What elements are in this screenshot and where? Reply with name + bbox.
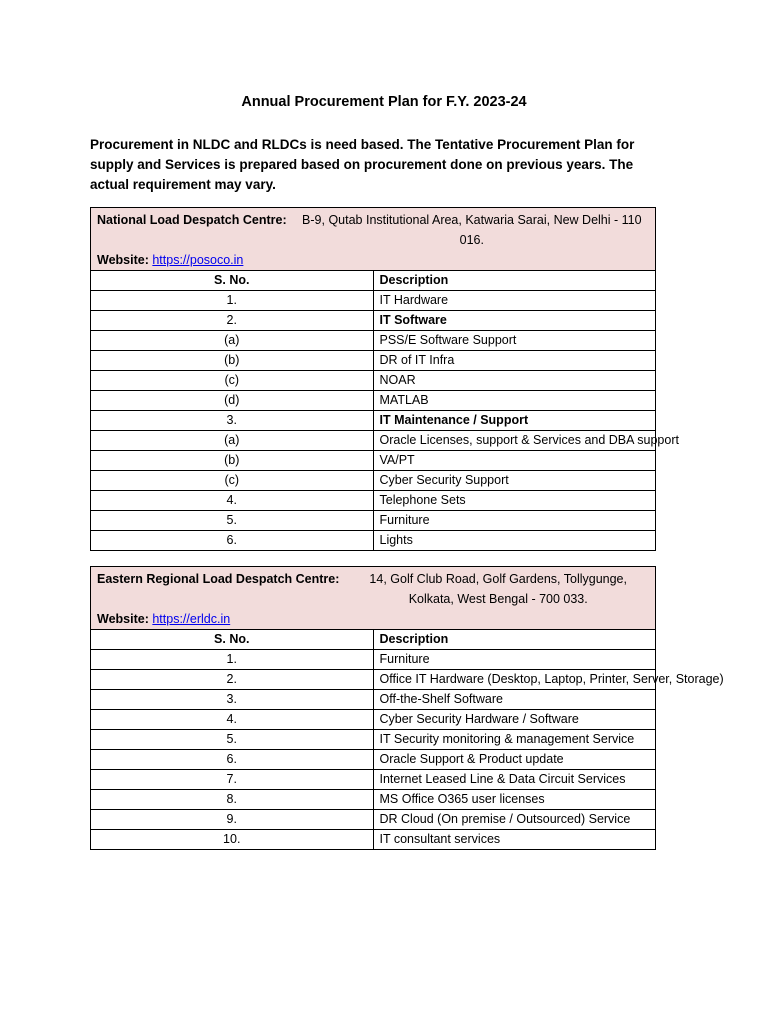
nldc-row-description: IT Hardware — [373, 291, 656, 311]
erldc-table-row — [91, 670, 656, 690]
nldc-table-row — [91, 311, 656, 331]
erldc-website-line — [97, 609, 649, 629]
erldc-row-sno: 7. — [91, 770, 374, 790]
erldc-row-sno: 2. — [91, 670, 374, 690]
nldc-col-description-header: Description — [373, 271, 656, 291]
nldc-row-description: MATLAB — [373, 391, 656, 411]
nldc-row-sno: 4. — [91, 491, 374, 511]
erldc-table-row — [91, 810, 656, 830]
erldc-row-description: Off-the-Shelf Software — [373, 690, 656, 710]
nldc-row-description: Lights — [373, 531, 656, 551]
nldc-row-sno: (a) — [91, 331, 374, 351]
nldc-row-sno: (c) — [91, 371, 374, 391]
erldc-row-sno: 3. — [91, 690, 374, 710]
erldc-row-sno: 1. — [91, 650, 374, 670]
erldc-website-label: Website: — [97, 612, 149, 626]
nldc-table-row — [91, 431, 656, 451]
nldc-row-sno: 3. — [91, 411, 374, 431]
erldc-row-description: IT consultant services — [373, 830, 656, 850]
nldc-table-row — [91, 411, 656, 431]
nldc-table-row — [91, 351, 656, 371]
nldc-row-sno: (b) — [91, 351, 374, 371]
erldc-row-description: IT Security monitoring & management Service — [373, 730, 656, 750]
nldc-row-description: IT Maintenance / Support — [373, 411, 656, 431]
nldc-row-description: IT Software — [373, 311, 656, 331]
nldc-row-description: Oracle Licenses, support & Services and DBA support — [373, 431, 656, 451]
nldc-website-label: Website: — [97, 253, 149, 267]
nldc-row-sno: (c) — [91, 471, 374, 491]
nldc-website-link[interactable]: https://posoco.in — [152, 253, 244, 267]
erldc-row-description: Cyber Security Hardware / Software — [373, 710, 656, 730]
nldc-header-row — [91, 208, 656, 271]
erldc-table-row — [91, 830, 656, 850]
nldc-row-sno: 6. — [91, 531, 374, 551]
nldc-table-row — [91, 451, 656, 471]
nldc-row-description: VA/PT — [373, 451, 656, 471]
nldc-row-sno: 5. — [91, 511, 374, 531]
page-title: Annual Procurement Plan for F.Y. 2023-24 — [241, 94, 527, 110]
erldc-table-row — [91, 730, 656, 750]
nldc-table-row — [91, 391, 656, 411]
erldc-col-description-header: Description — [373, 630, 656, 650]
nldc-col-sno-header: S. No. — [91, 271, 374, 291]
erldc-website-link[interactable]: https://erldc.in — [152, 612, 231, 626]
erldc-row-sno: 4. — [91, 710, 374, 730]
erldc-row-sno: 6. — [91, 750, 374, 770]
erldc-row-description: Furniture — [373, 650, 656, 670]
erldc-table-row — [91, 750, 656, 770]
nldc-table — [90, 207, 679, 551]
nldc-table-row — [91, 331, 656, 351]
nldc-row-description: Telephone Sets — [373, 491, 656, 511]
erldc-row-description: DR Cloud (On premise / Outsourced) Service — [373, 810, 656, 830]
nldc-row-description: Cyber Security Support — [373, 471, 656, 491]
erldc-row-description: Internet Leased Line & Data Circuit Services — [373, 770, 656, 790]
erldc-row-sno: 8. — [91, 790, 374, 810]
erldc-row-description: MS Office O365 user licenses — [373, 790, 656, 810]
erldc-centre-address: 14, Golf Club Road, Golf Gardens, Tollygunge, Kolkata, West Bengal - 700 033. — [369, 572, 627, 606]
erldc-row-description: Office IT Hardware (Desktop, Laptop, Printer, Server, Storage) — [373, 670, 656, 690]
nldc-row-sno: 2. — [91, 311, 374, 331]
erldc-table — [90, 566, 724, 850]
nldc-website-line — [97, 250, 649, 270]
nldc-centre-info — [91, 208, 656, 271]
erldc-header-row — [91, 567, 656, 630]
nldc-centre-name: National Load Despatch Centre: — [97, 213, 287, 227]
erldc-row-sno: 5. — [91, 730, 374, 750]
erldc-table-row — [91, 690, 656, 710]
nldc-table-row — [91, 511, 656, 531]
erldc-row-description: Oracle Support & Product update — [373, 750, 656, 770]
nldc-table-row — [91, 491, 656, 511]
nldc-row-description: Furniture — [373, 511, 656, 531]
erldc-row-sno: 10. — [91, 830, 374, 850]
nldc-table-row — [91, 371, 656, 391]
erldc-centre-info — [91, 567, 656, 630]
nldc-row-sno: 1. — [91, 291, 374, 311]
nldc-column-header-row — [91, 271, 656, 291]
nldc-row-sno: (d) — [91, 391, 374, 411]
erldc-table-row — [91, 790, 656, 810]
nldc-table-row — [91, 531, 656, 551]
erldc-centre-name: Eastern Regional Load Despatch Centre: — [97, 572, 340, 586]
nldc-table-row — [91, 291, 656, 311]
intro-paragraph: Procurement in NLDC and RLDCs is need based. The Tentative Procurement Plan for supply and Services is prepared based on procurement done on previous years. The actual requirement may vary. — [90, 137, 635, 192]
erldc-table-row — [91, 650, 656, 670]
nldc-centre-address: B-9, Qutab Institutional Area, Katwaria Sarai, New Delhi - 110 016. — [302, 213, 642, 247]
erldc-table-row — [91, 710, 656, 730]
nldc-row-sno: (a) — [91, 431, 374, 451]
erldc-column-header-row — [91, 630, 656, 650]
erldc-col-sno-header: S. No. — [91, 630, 374, 650]
erldc-row-sno: 9. — [91, 810, 374, 830]
nldc-row-description: DR of IT Infra — [373, 351, 656, 371]
nldc-row-description: PSS/E Software Support — [373, 331, 656, 351]
nldc-table-row — [91, 471, 656, 491]
erldc-table-row — [91, 770, 656, 790]
nldc-row-description: NOAR — [373, 371, 656, 391]
nldc-row-sno: (b) — [91, 451, 374, 471]
